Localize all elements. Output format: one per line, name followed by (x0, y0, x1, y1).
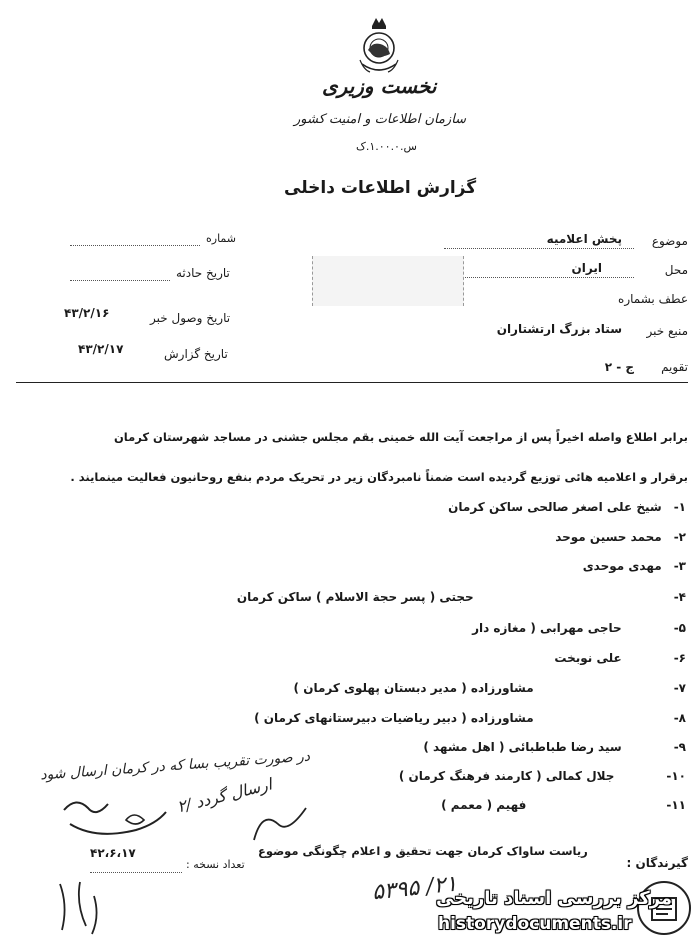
stamp-number: ۵۳۹۵ /۲۱ (370, 871, 459, 906)
list-item: ۱-شیخ علی اصغر صالحی ساکن کرمان (448, 500, 686, 514)
place-label: محل (664, 263, 688, 277)
recipient-text: ریاست ساواک کرمان جهت تحقیق و اعلام چگونگی موضوع (258, 844, 588, 858)
number-label: شماره (206, 232, 237, 245)
list-item: ۲-محمد حسین موحد (555, 530, 686, 544)
signature-icon (50, 876, 110, 938)
header-divider (16, 382, 688, 383)
list-item: ۱۱-فهیم ( معمم ) (441, 798, 686, 812)
footer-code: ۴۲،۶،۱۷ (90, 846, 136, 860)
source-value: ستاد بزرگ ارتشتاران (496, 322, 622, 336)
watermark-text: مرکز بررسی اسناد تاریخی (436, 888, 673, 909)
rating-value: ج - ۲ (604, 360, 634, 374)
subject-label: موضوع (651, 234, 688, 248)
copies-dotted-line (90, 872, 182, 873)
copies-label: تعداد نسخه : (186, 858, 245, 871)
redacted-block (312, 256, 464, 306)
reference-code: س.۱.۰۰.۰.ک (356, 140, 417, 153)
list-item: ۵-حاجی مهرابی ( مغازه دار (472, 621, 686, 635)
list-item: ۳-مهدی موحدی (582, 559, 686, 573)
body-line-2: برقرار و اعلامیه هائی توزیع گردیده است ضمناً نامبردگان زیر در تحریک مردم بنفع روحانیون فعالیت مینمایند . (70, 470, 688, 484)
list-item: ۴-حجتی ( پسر حجة الاسلام ) ساکن کرمان (236, 590, 686, 604)
signature-icon (248, 800, 318, 850)
page-title: گزارش اطلاعات داخلی (284, 178, 477, 198)
handwritten-note: در صورت تقریب بسا که در کرمان ارسال شود (39, 748, 311, 784)
recipients-label: گیرندگان : (626, 856, 688, 870)
list-item: ۹-سید رضا طباطبائی ( اهل مشهد ) (423, 740, 686, 754)
receipt-date-label: تاریخ وصول خبر (150, 311, 231, 325)
receipt-date-value: ۴۳/۲/۱۶ (64, 306, 110, 320)
subject-dotted-line (444, 248, 634, 249)
handwritten-marginal: ۲/ ارسال گردد (175, 774, 274, 817)
subject-value: پخش اعلامیه (546, 232, 622, 246)
list-item: ۸-مشاورزاده ( دبیر ریاضیات دبیرستانهای کرمان ) (254, 711, 686, 725)
place-value: ایران (571, 261, 602, 275)
report-date-value: ۴۳/۲/۱۷ (78, 342, 124, 356)
signature-icon (56, 790, 176, 846)
source-label: منبع خبر (646, 324, 688, 338)
list-item: ۱۰-جلال کمالی ( کارمند فرهنگ کرمان ) (398, 769, 686, 783)
incident-date-label: تاریخ حادثه (176, 266, 230, 280)
org-name: نخست وزیری (322, 74, 437, 98)
list-item: ۶-علی نوبخت (554, 651, 686, 665)
watermark-url: historydocuments.ir (438, 914, 632, 934)
report-date-label: تاریخ گزارش (164, 347, 228, 361)
body-line-1: برابر اطلاع واصله اخیراً پس از مراجعت آیت الله خمینی بقم مجلس جشنی در مساجد شهرستان کرمان (113, 430, 688, 444)
incident-date-dotted-line (70, 280, 170, 281)
rating-label: تقویم (661, 360, 688, 374)
org-subtitle: سازمان اطلاعات و امنیت کشور (294, 112, 467, 127)
number-dotted-line (70, 245, 200, 246)
lion-and-sun-emblem-icon (350, 14, 408, 82)
place-dotted-line (444, 277, 634, 278)
reference-label: عطف بشماره (618, 292, 688, 306)
list-item: ۷-مشاورزاده ( مدیر دبستان پهلوی کرمان ) (293, 681, 686, 695)
